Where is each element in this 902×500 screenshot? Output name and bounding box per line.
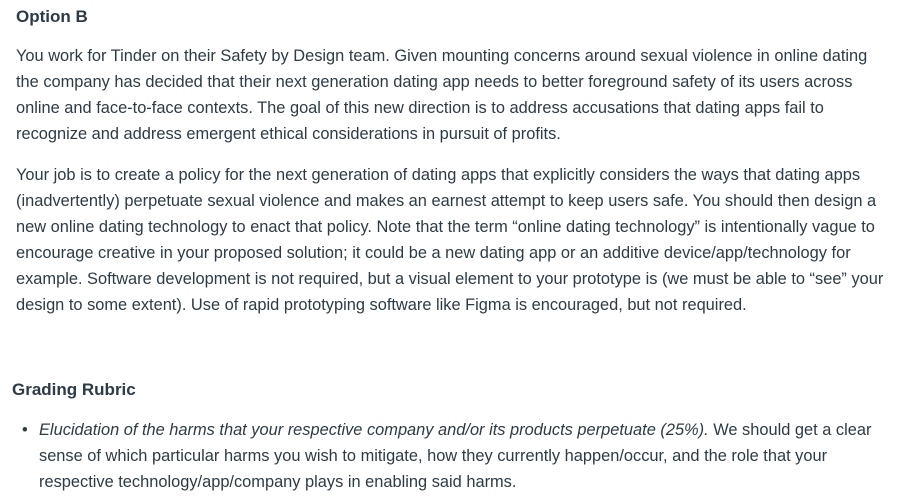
description-paragraph-1: You work for Tinder on their Safety by Design team. Given mounting concerns around sexual violence in online dating the company has decided that their next generation dating app needs to better foreground safety of its users across online and face-to-face contexts. The goal of this new direction is to address accusations that dating apps fail to recognize and address emergent ethical considerations in pursuit of profits. bbox=[16, 47, 868, 143]
rubric-heading: Grading Rubric bbox=[12, 380, 136, 399]
rubric-item bbox=[0, 417, 892, 495]
bullet-icon: • bbox=[22, 421, 28, 439]
description-paragraph-2: Your job is to create a policy for the next generation of dating apps that explicitly considers the ways that dating apps (inadvertently) perpetuate sexual violence and makes an earnest attempt to keep users safe. You should then design a new online dating technology to enact that policy. Note that the term “online dating technology” is intentionally vague to encourage creative in your proposed solution; it could be a new dating app or an additive device/app/technology for example. Software development is not required, but a visual element to your prototype is (we must be able to “see” your design to some extent). Use of rapid prototyping software like Figma is encouraged, but not required. bbox=[16, 166, 884, 314]
rubric-item-title: Elucidation of the harms that your respective company and/or its products perpetuate (25%). bbox=[39, 421, 709, 439]
rubric-list bbox=[0, 417, 892, 495]
option-heading: Option B bbox=[16, 7, 88, 26]
rubric-item-text: We should get a clear sense of which particular harms you wish to mitigate, how they currently happen/occur, and the role that your respective technology/app/company plays in enabling said harms. bbox=[39, 421, 872, 491]
